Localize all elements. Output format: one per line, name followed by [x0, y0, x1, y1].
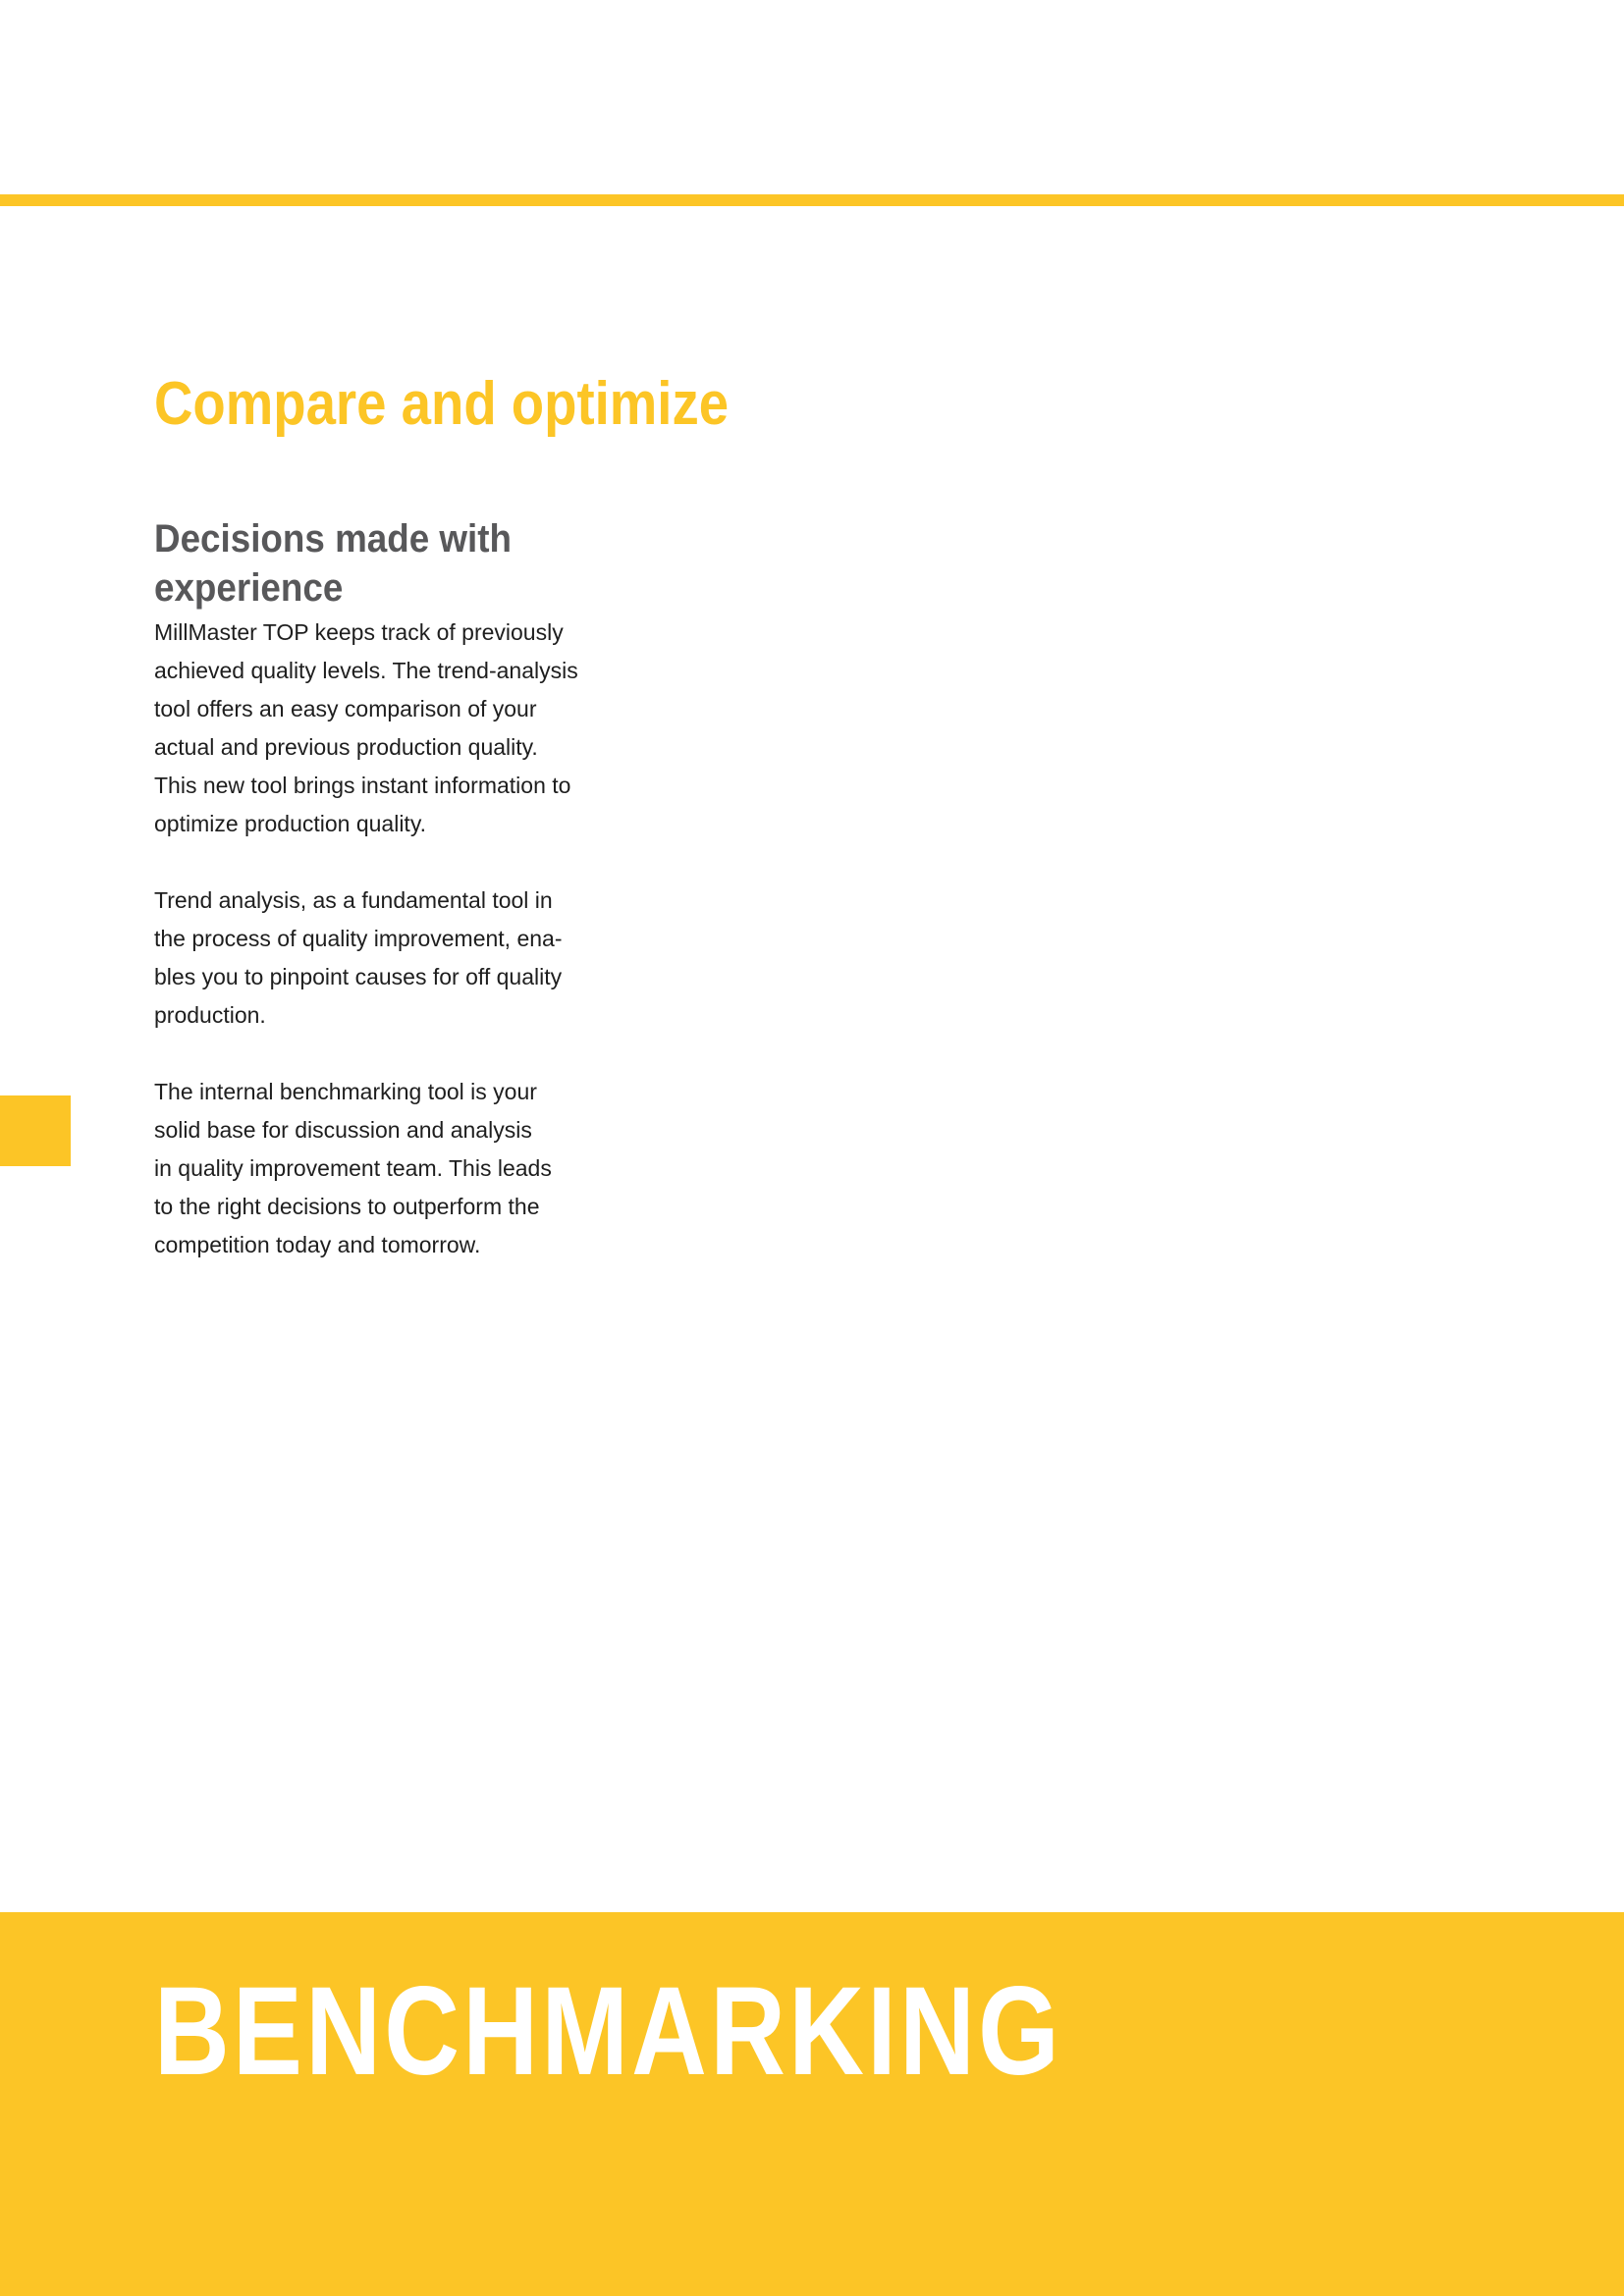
paragraph: Trend analysis, as a fundamental tool in the process of quality improvement, ena- bles you to pinpoint causes for off quality production.	[154, 887, 563, 1028]
top-accent-rule	[0, 194, 1624, 206]
page-title: Compare and optimize	[154, 370, 730, 438]
paragraph: MillMaster TOP keeps track of previously achieved quality levels. The trend-analysis tool offers an easy comparison of your actual and previous production quality. This new tool brings instant information to optimize production quality.	[154, 619, 578, 836]
paragraph: The internal benchmarking tool is your solid base for discussion and analysis in quality improvement team. This leads to the right decisions to outperform the competition today and tomorrow.	[154, 1079, 552, 1257]
section-heading: Decisions made with experience	[154, 517, 513, 610]
body-text	[154, 614, 586, 1303]
footer-title: BENCHMARKING	[154, 1961, 1063, 2102]
side-page-marker	[0, 1095, 71, 1166]
